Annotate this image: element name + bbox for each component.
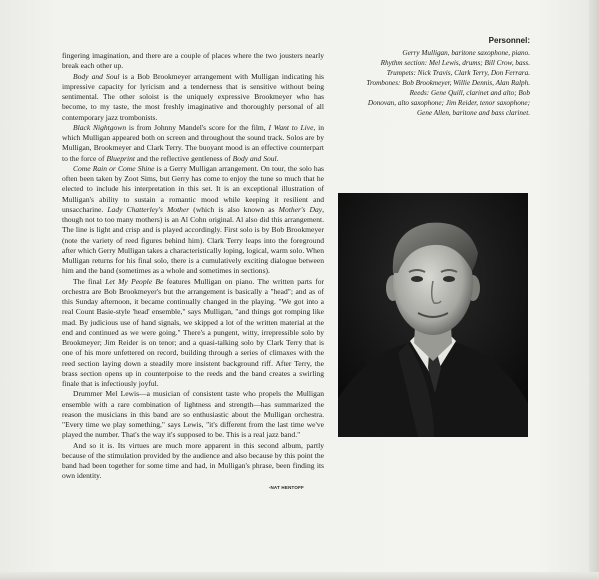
personnel-line: Trombones: Bob Brookmeyer, Willie Dennis, Alan Ralph. bbox=[366, 79, 530, 87]
personnel-line: Gene Allen, baritone and bass clarinet. bbox=[416, 109, 530, 117]
personnel-line: Reeds: Gene Quill, clarinet and alto; Bob bbox=[409, 89, 530, 97]
personnel-block bbox=[330, 36, 530, 118]
personnel-list bbox=[330, 48, 530, 118]
personnel-heading: Personnel: bbox=[488, 36, 530, 45]
film-title: I Want to Live bbox=[268, 122, 314, 132]
liner-paragraph-6: Drummer Mel Lewis—a musician of consistent taste who propels the Mulligan ensemble with a rare combination of lightness and strength—has summarized the reason the musicians in this band are so enthusiastic about the Mulligan orchestra. "Every time we play something," says Lewis, "it's different from the last time we've played the number. That's the way it's supposed to be. This is a real jazz band." bbox=[62, 389, 324, 440]
liner-paragraph-1: fingering imagination, and there are a couple of places where the two jousters nearly break each other up. bbox=[62, 51, 324, 71]
song-title: Black Nightgown bbox=[73, 122, 127, 132]
song-title: Mother's Day bbox=[278, 204, 323, 214]
portrait-photo bbox=[338, 193, 528, 437]
liner-paragraph-5: The final Let My People Be features Mulligan on piano. The written parts for orchestra are Bob Brookmeyer's but the arrangement is basically a "head"; and as of this Sunday afternoon, it became continually changed in the playing. "We got into a real Count Basie-style 'head' ensemble," says Mulligan, "and things got romping like mad. By judicious use of hand signals, we skipped a lot of the written material at the end and continued as we were going." There's a pungent, witty, irrepressible solo by Brookmeyer; Jim Reider is on tenor; and a quasi-talking solo by Clark Terry that is one of his more unfettered on record, building through a series of climaxes with the reed section laying down a steadily more insistent background riff. After Terry, the brass section opens up in counterpoise to the reeds and the band creates a swirling finale that is infectiously joyful. bbox=[62, 276, 324, 388]
song-title: Body and Soul bbox=[73, 71, 120, 81]
song-title: Come Rain or Come Shine bbox=[73, 163, 155, 173]
personnel-line: Donovan, alto saxophone; Jim Reider, tenor saxophone; bbox=[367, 99, 530, 107]
song-title: Let My People Be bbox=[105, 276, 164, 286]
liner-paragraph-2: Body and Soul is a Bob Brookmeyer arrangement with Mulligan indicating his impressive capacity for lyricism and a tenderness that is sensitive without being sentimental. The other soloist is the uniquely expressive Brookmeyer who has become, to my taste, the most freshly imaginative and thoroughly personal of all contemporary jazz trombonists. bbox=[62, 71, 324, 122]
liner-paragraph-7: And so it is. Its virtues are much more apparent in this second album, partly because of the stimulation provided by the audience and also because by this point the band had been together for some time and had, in Mulligan's phrase, been finding its own identity. bbox=[62, 440, 324, 481]
author-credit: -NAT HENTOFF bbox=[268, 484, 304, 490]
personnel-line: Trumpets: Nick Travis, Clark Terry, Don Ferrara. bbox=[386, 69, 530, 77]
personnel-line: Rhythm section: Mel Lewis, drums; Bill Crow, bass. bbox=[380, 59, 530, 67]
liner-notes-text bbox=[62, 51, 324, 493]
portrait-illustration bbox=[338, 193, 528, 437]
page-edge-bottom bbox=[0, 572, 599, 580]
liner-paragraph-3: Black Nightgown is from Johnny Mandel's score for the film, I Want to Live, in which Mulligan appeared both on screen and throughout the sound track. Solos are by Mulligan, Brookmeyer and Clark Terry. The buoyant mood is an effective counterpart to the force of Blueprint and the reflective gentleness of Body and Soul. bbox=[62, 122, 324, 163]
song-title: Blueprint bbox=[106, 153, 135, 163]
song-title: Lady Chatterley's Mother bbox=[107, 204, 190, 214]
page-edge-right bbox=[589, 0, 599, 580]
liner-paragraph-4: Come Rain or Come Shine is a Gerry Mulligan arrangement. On tour, the solo has often been taken by Zoot Sims, but Gerry has come to enjoy the tune so much that he elected to include his interpretation in this set. It is an exceptional illustration of Mulligan's ability to sustain a romantic mood while keeping it resilient and unsaccharine. Lady Chatterley's Mother (which is also known as Mother's Day, though not to too many mothers) is an Al Cohn original. Al also did this arrangement. The line is light and crisp and is played accordingly. First solo is by Bob Brookmeyer (note the variety of reed figures behind him). Clark Terry leaps into the foreground after which Gerry Mulligan takes a characteristically loping, logical, warm solo. When Mulligan returns for his final solo, there is a cumulatively exciting dialogue between him and the band (sometimes as a whole and sometimes in sections). bbox=[62, 163, 324, 276]
personnel-line: Gerry Mulligan, baritone saxophone, piano. bbox=[402, 49, 530, 57]
song-title: Body and Soul bbox=[232, 153, 277, 163]
